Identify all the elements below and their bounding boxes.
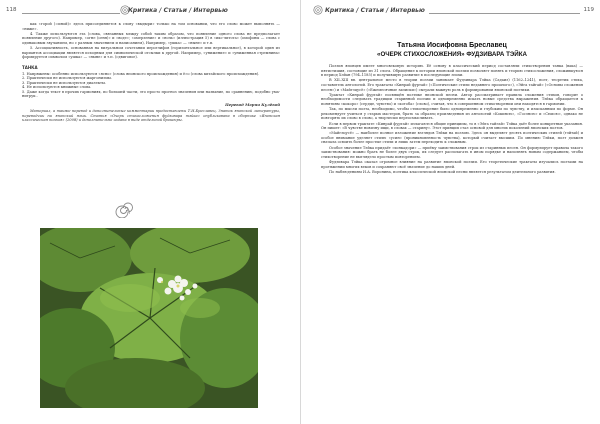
right-header-title: Критика / Статьи / Интервью — [325, 7, 425, 14]
spiral-logo-icon — [313, 5, 323, 15]
article-paragraph: Фудзивара Тэйка оказал огромное влияние на развитие японской поэзии. Его теоретические трактаты изучались поэтами на протяжении многих веков и сохраняют своё значение до наших дней. — [321, 160, 583, 169]
article-paragraph: Поэзия японцев имеет многовековую историю. Её основу в классический период составляли стихотворения танка (вака) — пятистишия, состоящие из 31 слога. Обращение к истории японской поэзии позволяет понять и теорию стихосложения, сложившуюся в период Хэйан (794–1185) и получившую развитие в последующие эпохи. — [321, 64, 583, 78]
leaves-photo-image — [40, 228, 258, 408]
right-page-header — [301, 4, 600, 18]
article-body — [321, 64, 583, 174]
article-paragraph: Если в первом трактате «Кинрай фуртай» излагаются общие принципы, то в «Эйга тайгай» Тэйка даёт более конкретные указания. Он пишет: «В чувстве новизну ищи, в словах — старину». Этот принцип стал основой для многих поколений японских поэтов. — [321, 121, 583, 131]
article-paragraph: Трактат «Кинрай фуртай» посвящён поэтике японской песни. Автор рассматривает правила сложения стихов, говорит о необходимости следовать традиции старинной поэзии и одновременно искать новые средства выражения. Тэйка обращается к понятиям «кокоро» (сердце, чувство) и «котоба» (слово), считая, что в совершенном стихотворении они находятся в гармонии. — [321, 92, 583, 106]
notes-title: ТАНКА — [22, 64, 38, 70]
left-paragraph: 5. Ассоциативность, основанная на визуальном сочетании иероглифов (горизонтальное или вертикальное), в которой один из вариантов ассоциации является исходным для символической отсылки к другой. Например, «унижение» и «униженная стремнина» формируется символом «ушка» — «ныне» и т.п. (сдвиговое). — [22, 46, 280, 60]
material-note: Материал, а также перевод и дополнительные комментарии предоставлены Т.И.Бреславец. Знаток японской литературы, переводчик на японский язык. Статья «Очерк стихосложения фудзивара тэйка» опубликована в сборнике «Японская классическая поэзия» (2008) и дополнительно издана в виде отдельной брошюры. — [22, 109, 280, 123]
note-item: 2. Практически не используются жаргонизмы. — [22, 76, 112, 81]
right-page — [300, 0, 600, 424]
left-page-header — [0, 4, 300, 18]
translator-signature: Перевод Марии Кулёвой — [225, 101, 280, 107]
left-paragraph: как «горой (=иной)» здесь присоединяется к слову «выдыри» только на том основании, что его слово может выполнять — «ниже». — [22, 22, 280, 31]
article-paragraph: По наблюдениям И.А. Воронина, поэтика классической японской песни является результатом длительного развития. — [329, 169, 556, 174]
left-paragraph: 4. Также используются эта (слова, связанных между собой таким образом, что появление одного слова не предполагает появление другого). Например, «огне (огня)» и «воде»; «омерзение» и «ночь» (иллюстрация 5) в «икс-литота» (омофоны — слова с одинаковым звучанием, но с разным значением и написанием), Например, «ушка» — «ныне» и т.п. — [22, 31, 280, 45]
leaves-photo — [40, 228, 258, 408]
article-title: «ОЧЕРК СТИХОСЛОЖЕНИЯ» ФУДЗИВАРА ТЭЙКА — [377, 51, 527, 58]
article-paragraph: «Майгэцусё» — наиболее полное изложение взглядов Тэйки на поэзию. Здесь он выделяет десять поэтических стилей (тэйтай) и особое внимание уделяет стилю «усин» (проникновенность чувства), который считает высшим. По мнению Тэйки, поэт должен сначала освоить более простые стили и лишь затем переходить к сложным. — [321, 131, 583, 145]
left-page-number: 118 — [6, 7, 17, 13]
article-paragraph: Особое значение Тэйка придаёт «хонкадори» — приёму заимствования строк из старинных песен. Он формулирует правила такого заимствования: можно брать не более двух строк, их следует располагать в ином порядке и наполнять новым содержанием, чтобы стихотворение не выглядело простым повторением. — [321, 145, 583, 159]
left-header-title: Критика / Статьи / Интервью — [128, 7, 228, 14]
article — [321, 42, 583, 175]
header-rule — [22, 13, 120, 14]
note-item: 4. Не используются книжные слова. — [22, 85, 92, 90]
article-paragraph: В XII–XIII вв. центральное место в теории поэзии занимает Фудзивара Тэйка (Садаиэ) (1162–1241), поэт, теоретик стиха, составитель антологий. Его трактаты «Кинрай фуртай» («Поэтические стили недавнего прошлого»), «Эйга тайгай» («Основы сложения песен») и «Майгэцусё» («Ежемесячные записки») сыграли важную роль в формировании японской поэтики. — [321, 78, 583, 92]
note-item: 1. Напряжены: особенно используются «ясно» (слова японского происхождения) и ё»о (слова китайского происхождения). — [22, 71, 260, 76]
notes-section — [22, 66, 280, 99]
article-author: Татьяна Иосифовна Бреславец — [397, 42, 507, 49]
note-item: 3. Практически не используются диалекты. — [22, 80, 106, 85]
right-page-number: 119 — [583, 7, 594, 13]
spiral-ornament-icon — [114, 200, 136, 218]
header-rule — [429, 13, 580, 14]
left-body — [22, 22, 280, 123]
note-item: 5. Даже когда текст в прочих гармониях, по большей части, это просто прогноз значения или название, по сравнению, подобно ума-нитрук.. — [22, 89, 280, 99]
article-paragraph: Так, по мысли поэта, необходимо, чтобы стихотворение было одновременно и глубоким по чувству, и изысканным по форме. Он рекомендует учиться у старых мастеров, брать за образец произведения из антологий «Кокинсю», «Госэнсю» и «Сюисю», однако не повторять их слово в слово, а творчески переосмысливать. — [321, 107, 583, 121]
